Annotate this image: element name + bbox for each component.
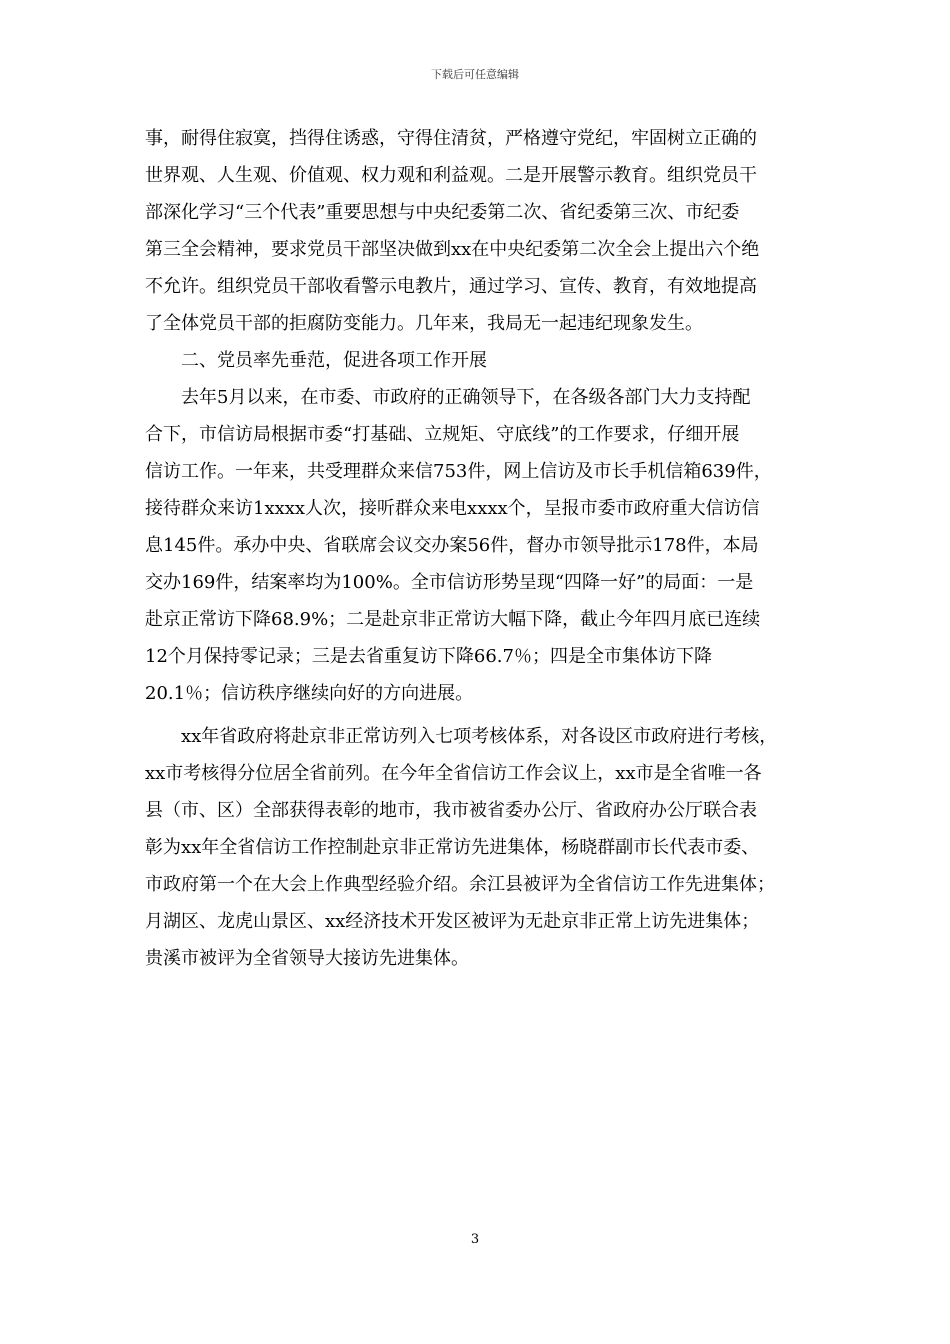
text-line: 去年5月以来，在市委、市政府的正确领导下，在各级各部门大力支持配 [181, 387, 751, 408]
text-line: 信访工作。一年来，共受理群众来信753件，网上信访及市长手机信箱639件， [145, 461, 772, 482]
section-heading [145, 342, 810, 379]
text-line: 接待群众来访1xxxx人次，接听群众来电xxxx个，呈报市委市政府重大信访信 [145, 498, 760, 519]
text-line: 12个月保持零记录；三是去省重复访下降66.7％；四是全市集体访下降 [145, 646, 712, 667]
paragraph-continuation [145, 120, 810, 342]
paragraph [145, 718, 810, 977]
heading-line: 二、党员率先垂范，促进各项工作开展 [181, 350, 487, 371]
text-line: 息145件。承办中央、省联席会议交办案56件，督办市领导批示178件，本局 [145, 535, 759, 556]
document-body [145, 120, 810, 977]
text-line: 部深化学习“三个代表”重要思想与中央纪委第二次、省纪委第三次、市纪委 [145, 202, 740, 223]
text-line: 事，耐得住寂寞，挡得住诱惑，守得住清贫，严格遵守党纪，牢固树立正确的 [145, 128, 757, 149]
text-line: xx年省政府将赴京非正常访列入七项考核体系，对各设区市政府进行考核， [181, 726, 778, 747]
text-line: 县（市、区）全部获得表彰的地市，我市被省委办公厅、省政府办公厅联合表 [145, 800, 757, 821]
text-line: 贵溪市被评为全省领导大接访先进集体。 [145, 948, 469, 969]
text-line: 合下，市信访局根据市委“打基础、立规矩、守底线”的工作要求，仔细开展 [145, 424, 740, 445]
text-line: 赴京正常访下降68.9%；二是赴京非正常访大幅下降，截止今年四月底已连续 [145, 609, 761, 630]
text-line: 20.1％；信访秩序继续向好的方向进展。 [145, 683, 474, 704]
text-line: 彰为xx年全省信访工作控制赴京非正常访先进集体，杨晓群副市长代表市委、 [145, 837, 760, 858]
page-header: 下载后可任意编辑 [431, 68, 519, 81]
text-line: 月湖区、龙虎山景区、xx经济技术开发区被评为无赴京非正常上访先进集体； [145, 911, 760, 932]
text-line: 第三全会精神，要求党员干部坚决做到xx在中央纪委第二次全会上提出六个绝 [145, 239, 760, 260]
text-line: 交办169件，结案率均为100%。全市信访形势呈现“四降一好”的局面：一是 [145, 572, 754, 593]
paragraph [145, 379, 810, 712]
text-line: xx市考核得分位居全省前列。在今年全省信访工作会议上，xx市是全省唯一各 [145, 763, 762, 784]
text-line: 市政府第一个在大会上作典型经验介绍。余江县被评为全省信访工作先进集体； [145, 874, 775, 895]
page-number: 3 [470, 1232, 480, 1247]
text-line: 世界观、人生观、价值观、权力观和利益观。二是开展警示教育。组织党员干 [145, 165, 757, 186]
text-line: 了全体党员干部的拒腐防变能力。几年来，我局无一起违纪现象发生。 [145, 313, 703, 334]
text-line: 不允许。组织党员干部收看警示电教片，通过学习、宣传、教育，有效地提高 [145, 276, 757, 297]
